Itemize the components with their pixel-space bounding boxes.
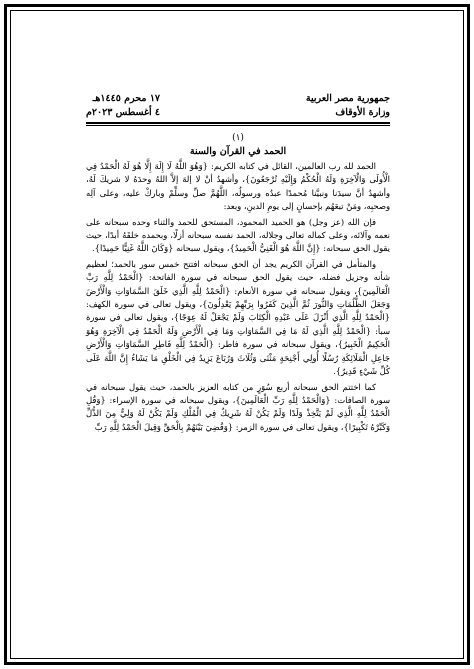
paragraph-3: والمتأمل في القرآن الكريم يجد أن الحق سبحانه افتتح خمس سور بالحمد؛ لعظيم شأنه وجزيل فضله، حيث يقول الحق سبحانه في سورة الفاتحة: {الْحَمْدُ لِلَّهِ رَبِّ الْعَالَمِينَ}، ويقول سبحانه في سورة الأنعام: {الْحَمْدُ لِلَّهِ الَّذِي خَلَقَ السَّمَاوَاتِ وَالْأَرْضَ وَجَعَلَ الظُّلُمَاتِ وَالنُّورَ ثُمَّ الَّذِينَ كَفَرُوا بِرَبِّهِمْ يَعْدِلُونَ}، ويقول تعالى في سورة الكهف: {الْحَمْدُ لِلَّهِ الَّذِي أَنْزَلَ عَلَى عَبْدِهِ الْكِتَابَ وَلَمْ يَجْعَلْ لَهُ عِوَجًا}، ويقول تعالى في سورة سبأ: {الْحَمْدُ لِلَّهِ الَّذِي لَهُ مَا فِي السَّمَاوَاتِ وَمَا فِي الْأَرْضِ وَلَهُ الْحَمْدُ فِي الْآخِرَةِ وَهُوَ الْحَكِيمُ الْخَبِيرُ}، ويقول سبحانه في سورة فاطر: {الْحَمْدُ لِلَّهِ فَاطِرِ السَّمَاوَاتِ وَالْأَرْضِ جَاعِلِ الْمَلَائِكَةِ رُسُلًا أُولِي أَجْنِحَةٍ مَثْنَى وَثُلَاثَ وَرُبَاعَ يَزِيدُ فِي الْخَلْقِ مَا يَشَاءُ إِنَّ اللَّهَ عَلَى كُلِّ شَيْءٍ قَدِيرٌ}. <box>86 258 390 377</box>
ministry-line-2: وزارة الأوقاف <box>335 107 390 118</box>
document-content <box>86 92 390 436</box>
date-block <box>86 92 160 120</box>
khutba-title: الحمد في القرآن والسنة <box>189 146 287 157</box>
hijri-date: ١٧ محرم ١٤٤٥هـ <box>92 93 161 104</box>
paragraph-1: الحمد لله رب العالمين، القائل في كتابه الكريم: {وَهُوَ اللَّهُ لَا إِلَهَ إِلَّا هُوَ لَهُ الْحَمْدُ فِي الْأُولَى وَالْآخِرَةِ وَلَهُ الْحُكْمُ وَإِلَيْهِ تُرْجَعُونَ}، وأشهدُ أنْ لا إلهَ إلاَّ اللهُ وحدَهُ لا شريكَ لَهُ، وأشهدُ أنَّ سيدَنا ونبيَّنا مُحمدًا عبدُه ورسولُه، اللَّهُمَّ صلِّ وسلِّمْ وباركْ عليه، وعلى آلِه وصحبِه، ومَنْ تبعَهُم بإحسانٍ إلى يومِ الدينِ، وبعد: <box>86 161 390 212</box>
header-rule <box>86 122 390 124</box>
ministry-line-1: جمهورية مصر العربية <box>305 93 390 104</box>
gregorian-date: ٤ أغسطس ٢٠٢٣م <box>86 107 161 118</box>
document-header <box>86 92 390 120</box>
khutba-number: (١) <box>232 133 244 143</box>
khutba-body <box>86 160 390 434</box>
header-rule-thin <box>86 125 390 126</box>
paragraph-2: فإن الله (عز وجل) هو الحميد المحمود، المستحق للحمد والثناء وحده سبحانه على نعمه وآلائه، وعلى كماله تعالى وجلاله، الحمد نفسه سبحانه أزلًا، وبحمده خلقَهُ أبدًا، حيث يقول الحق سبحانه: {إِنَّ اللَّهَ هُوَ الْغَنِيُّ الْحَمِيدُ}، ويقول سبحانه {وَكَانَ اللَّهُ غَنِيًّا حَمِيدًا}. <box>86 216 390 254</box>
ministry-block <box>306 92 390 120</box>
paragraph-4: كما اختتم الحق سبحانه أربع سُوَرٍ من كتابه العزيز بالحمد، حيث يقول سبحانه في سورة الصافات: {وَالْحَمْدُ لِلَّهِ رَبِّ الْعَالَمِينَ}، ويقول سبحانه في سورة الإسراء: {وَقُلِ الْحَمْدُ لِلَّهِ الَّذِي لَمْ يَتَّخِذْ وَلَدًا وَلَمْ يَكُنْ لَهُ شَرِيكٌ فِي الْمُلْكِ وَلَمْ يَكُنْ لَهُ وَلِيٌّ مِنَ الذُّلِّ وَكَبِّرْهُ تَكْبِيرًا}، ويقول تعالى في سورة الزمر: {وَقُضِيَ بَيْنَهُمْ بِالْحَقِّ وَقِيلَ الْحَمْدُ لِلَّهِ رَبِّ <box>86 381 390 432</box>
